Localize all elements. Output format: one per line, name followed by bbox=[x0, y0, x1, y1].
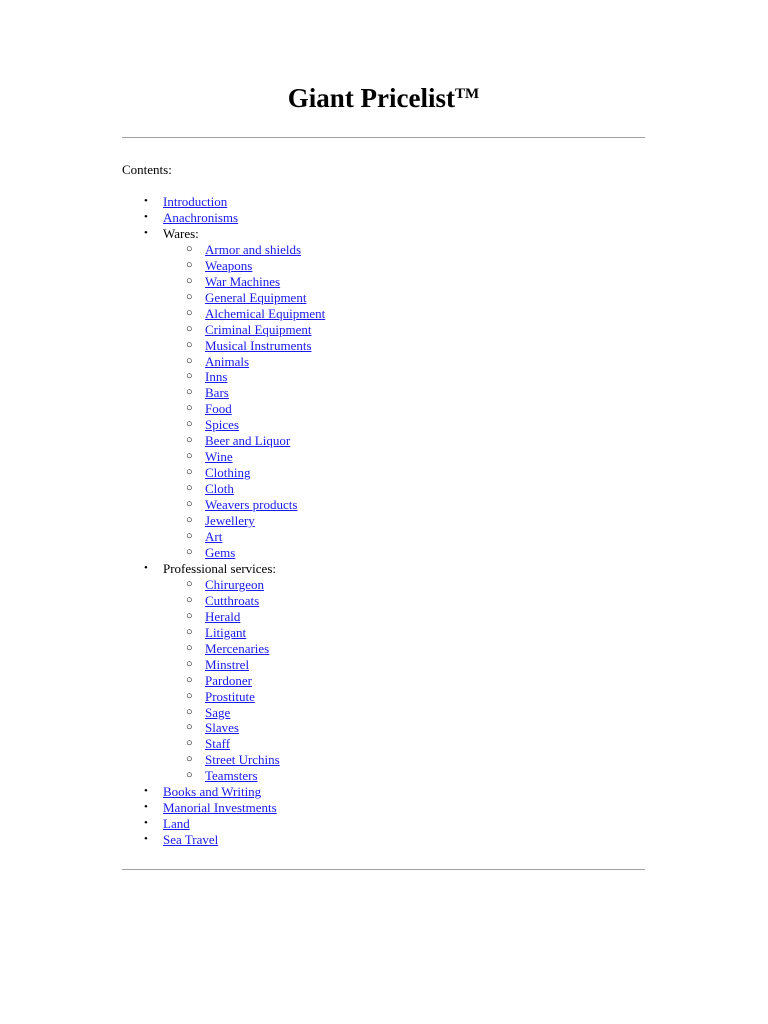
bottom-divider bbox=[122, 869, 645, 870]
sublist-item bbox=[163, 258, 325, 274]
sublist-item bbox=[163, 338, 325, 354]
toc-item-books-and-writing bbox=[122, 784, 325, 800]
bullet-icon: • bbox=[144, 801, 148, 814]
link-mercenaries[interactable]: Mercenaries bbox=[205, 640, 270, 656]
sublist-item bbox=[163, 529, 325, 545]
sublist-item bbox=[163, 497, 325, 513]
circle-bullet-icon: ○ bbox=[186, 753, 193, 766]
bullet-icon: • bbox=[144, 817, 148, 830]
sublist-item bbox=[163, 481, 325, 497]
link-sea-travel[interactable]: Sea Travel bbox=[163, 832, 219, 848]
link-wine[interactable]: Wine bbox=[205, 449, 233, 465]
link-chirurgeon[interactable]: Chirurgeon bbox=[205, 576, 264, 592]
sublist-item bbox=[163, 752, 325, 768]
link-prostitute[interactable]: Prostitute bbox=[205, 688, 255, 704]
sublist-item bbox=[163, 385, 325, 401]
sublist-item bbox=[163, 433, 325, 449]
circle-bullet-icon: ○ bbox=[186, 577, 193, 590]
circle-bullet-icon: ○ bbox=[186, 593, 193, 606]
link-inns[interactable]: Inns bbox=[205, 369, 228, 385]
link-teamsters[interactable]: Teamsters bbox=[205, 768, 258, 784]
link-land[interactable]: Land bbox=[163, 816, 190, 832]
link-street-urchins[interactable]: Street Urchins bbox=[205, 752, 280, 768]
link-anachronisms[interactable]: Anachronisms bbox=[163, 209, 239, 225]
sublist-item bbox=[163, 513, 325, 529]
page-title bbox=[122, 82, 645, 114]
sublist-item bbox=[163, 322, 325, 338]
toc-item-wares bbox=[122, 226, 325, 561]
circle-bullet-icon: ○ bbox=[186, 657, 193, 670]
circle-bullet-icon: ○ bbox=[186, 514, 193, 527]
link-books-and-writing[interactable]: Books and Writing bbox=[163, 784, 262, 800]
link-introduction[interactable]: Introduction bbox=[163, 194, 228, 209]
sublist-item bbox=[163, 417, 325, 433]
link-general-equipment[interactable]: General Equipment bbox=[205, 289, 307, 305]
link-armor-and-shields[interactable]: Armor and shields bbox=[205, 241, 302, 257]
sublist-item bbox=[163, 401, 325, 417]
table-of-contents bbox=[122, 194, 325, 848]
circle-bullet-icon: ○ bbox=[186, 673, 193, 686]
wares-sublist bbox=[163, 242, 325, 561]
link-alchemical-equipment[interactable]: Alchemical Equipment bbox=[205, 305, 326, 321]
link-minstrel[interactable]: Minstrel bbox=[205, 656, 250, 672]
toc-item-manorial-investments bbox=[122, 800, 325, 816]
bullet-icon: • bbox=[144, 226, 148, 239]
toc-item-introduction bbox=[122, 194, 325, 210]
link-cutthroats[interactable]: Cutthroats bbox=[205, 592, 260, 608]
link-sage[interactable]: Sage bbox=[205, 704, 231, 720]
sublist-item bbox=[163, 736, 325, 752]
link-slaves[interactable]: Slaves bbox=[205, 720, 239, 736]
toc-item-sea-travel bbox=[122, 832, 325, 848]
link-staff[interactable]: Staff bbox=[205, 736, 231, 752]
link-animals[interactable]: Animals bbox=[205, 353, 250, 369]
sublist-item bbox=[163, 577, 325, 593]
circle-bullet-icon: ○ bbox=[186, 545, 193, 558]
circle-bullet-icon: ○ bbox=[186, 386, 193, 399]
circle-bullet-icon: ○ bbox=[186, 450, 193, 463]
bullet-icon: • bbox=[144, 195, 148, 207]
bullet-icon: • bbox=[144, 785, 148, 798]
sublist-item bbox=[163, 290, 325, 306]
bullet-icon: • bbox=[144, 833, 148, 846]
link-litigant[interactable]: Litigant bbox=[205, 624, 247, 640]
circle-bullet-icon: ○ bbox=[186, 290, 193, 303]
circle-bullet-icon: ○ bbox=[186, 482, 193, 495]
circle-bullet-icon: ○ bbox=[186, 466, 193, 479]
circle-bullet-icon: ○ bbox=[186, 434, 193, 447]
link-cloth[interactable]: Cloth bbox=[205, 481, 234, 497]
circle-bullet-icon: ○ bbox=[186, 530, 193, 543]
circle-bullet-icon: ○ bbox=[186, 641, 193, 654]
link-musical-instruments[interactable]: Musical Instruments bbox=[205, 337, 312, 353]
top-divider bbox=[122, 137, 645, 138]
sublist-item bbox=[163, 625, 325, 641]
circle-bullet-icon: ○ bbox=[186, 370, 193, 383]
toc-item-anachronisms bbox=[122, 210, 325, 226]
link-beer-and-liquor[interactable]: Beer and Liquor bbox=[205, 433, 291, 449]
sublist-item bbox=[163, 720, 325, 736]
link-weapons[interactable]: Weapons bbox=[205, 257, 253, 273]
link-herald[interactable]: Herald bbox=[205, 608, 241, 624]
sublist-item bbox=[163, 673, 325, 689]
circle-bullet-icon: ○ bbox=[186, 737, 193, 750]
circle-bullet-icon: ○ bbox=[186, 721, 193, 734]
link-food[interactable]: Food bbox=[205, 401, 232, 417]
sublist-item bbox=[163, 449, 325, 465]
services-sublist bbox=[163, 577, 325, 784]
toc-item-land bbox=[122, 816, 325, 832]
sublist-item bbox=[163, 641, 325, 657]
link-manorial-investments[interactable]: Manorial Investments bbox=[163, 800, 277, 816]
link-spices[interactable]: Spices bbox=[205, 417, 239, 433]
services-label: Professional services: bbox=[163, 560, 277, 576]
circle-bullet-icon: ○ bbox=[186, 498, 193, 511]
link-criminal-equipment[interactable]: Criminal Equipment bbox=[205, 321, 312, 337]
circle-bullet-icon: ○ bbox=[186, 418, 193, 431]
sublist-item bbox=[163, 306, 325, 322]
bullet-icon: • bbox=[144, 561, 148, 574]
link-jewellery[interactable]: Jewellery bbox=[205, 513, 255, 529]
link-war-machines[interactable]: War Machines bbox=[205, 273, 281, 289]
link-bars[interactable]: Bars bbox=[205, 385, 229, 401]
circle-bullet-icon: ○ bbox=[186, 322, 193, 335]
circle-bullet-icon: ○ bbox=[186, 354, 193, 367]
circle-bullet-icon: ○ bbox=[186, 609, 193, 622]
sublist-item bbox=[163, 657, 325, 673]
circle-bullet-icon: ○ bbox=[186, 338, 193, 351]
circle-bullet-icon: ○ bbox=[186, 625, 193, 638]
circle-bullet-icon: ○ bbox=[186, 769, 193, 782]
circle-bullet-icon: ○ bbox=[186, 402, 193, 415]
sublist-item bbox=[163, 369, 325, 385]
trademark-mark: TM bbox=[455, 86, 480, 102]
link-art[interactable]: Art bbox=[205, 529, 223, 545]
sublist-item bbox=[163, 593, 325, 609]
sublist-item bbox=[163, 705, 325, 721]
circle-bullet-icon: ○ bbox=[186, 242, 193, 255]
sublist-item bbox=[163, 768, 325, 784]
link-weavers-products[interactable]: Weavers products bbox=[205, 497, 298, 513]
wares-label: Wares: bbox=[163, 225, 199, 241]
sublist-item bbox=[163, 242, 325, 258]
sublist-item bbox=[163, 465, 325, 481]
circle-bullet-icon: ○ bbox=[186, 274, 193, 287]
link-gems[interactable]: Gems bbox=[205, 544, 236, 560]
link-clothing[interactable]: Clothing bbox=[205, 465, 251, 481]
sublist-item bbox=[163, 354, 325, 370]
page-title-text: Giant Pricelist bbox=[287, 83, 456, 113]
contents-label: Contents: bbox=[122, 162, 172, 177]
sublist-item bbox=[163, 609, 325, 625]
sublist-item bbox=[163, 689, 325, 705]
toc-item-professional-services bbox=[122, 561, 325, 784]
circle-bullet-icon: ○ bbox=[186, 689, 193, 702]
circle-bullet-icon: ○ bbox=[186, 705, 193, 718]
sublist-item bbox=[163, 274, 325, 290]
circle-bullet-icon: ○ bbox=[186, 306, 193, 319]
bullet-icon: • bbox=[144, 210, 148, 223]
link-pardoner[interactable]: Pardoner bbox=[205, 672, 252, 688]
sublist-item bbox=[163, 545, 325, 561]
circle-bullet-icon: ○ bbox=[186, 258, 193, 271]
